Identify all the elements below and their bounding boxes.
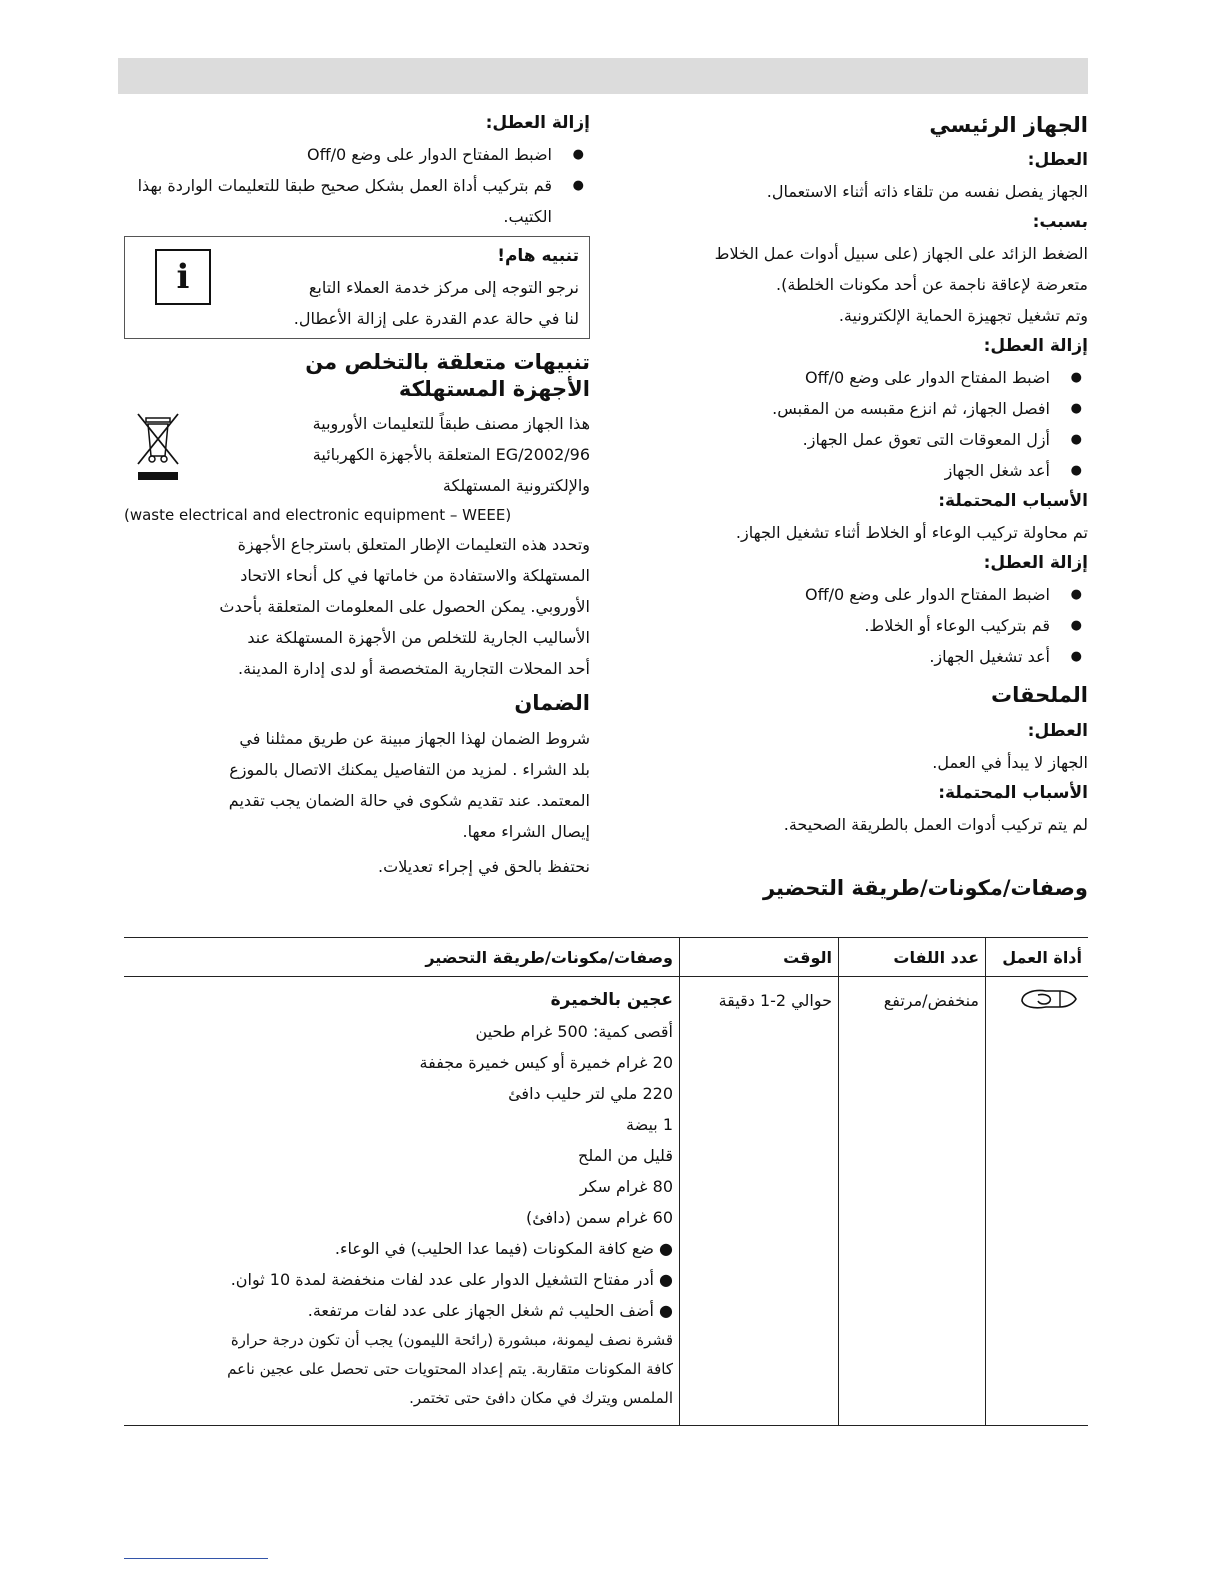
recipe-lines (130, 1016, 673, 1413)
weee-english-text: (waste electrical and electronic equipment – WEEE) (124, 505, 512, 524)
recipe-line: ● أدر مفتاح التشغيل الدوار على عدد لفات منخفضة لمدة 10 ثوان. (230, 1270, 673, 1289)
header-time: الوقت (680, 938, 839, 977)
list-item: ● قم بتركيب الوعاء أو الخلاط. (628, 610, 1088, 641)
notice-line: لنا في حالة عدم القدرة على إزالة الأعطال. (293, 309, 579, 328)
rights-text: نحتفظ بالحق في إجراء تعديلات. (378, 856, 590, 876)
fault-text: الجهاز لا يبدأ في العمل. (932, 752, 1088, 772)
possible-causes-text: تم محاولة تركيب الوعاء أو الخلاط أثناء تشغيل الجهاز. (735, 523, 1088, 543)
recipe-title: عجين بالخميرة (550, 990, 673, 1010)
possible-causes-text: لم يتم تركيب أدوات العمل بالطريقة الصحيحة. (783, 814, 1088, 834)
important-notice-box (124, 236, 590, 339)
fault-label: العطل: (1027, 150, 1088, 171)
recipe-line: ● ضع كافة المكونات (فيما عدا الحليب) في الوعاء. (334, 1239, 673, 1258)
warranty-line: بلد الشراء . لمزيد من التفاصيل يمكنك الاتصال بالموزع (229, 759, 590, 779)
footer-rule (124, 1558, 268, 1559)
fault-label: العطل: (1027, 720, 1088, 741)
disposal-line: والإلكترونية المستهلكة (442, 475, 590, 495)
recipe-note-line: قشرة نصف ليمونة، مبشورة (رائحة الليمون) يجب أن تكون درجة حرارة (230, 1331, 673, 1349)
left-column (124, 108, 590, 882)
disposal-body-line: أحد المحلات التجارية المتخصصة أو لدى إدارة المدينة. (237, 658, 590, 678)
warranty-title: الضمان (514, 690, 590, 715)
disposal-body-line: الأساليب الجارية للتخلص من الأجهزة المستهلكة عند (247, 627, 590, 647)
list-item: ● أزل المعوقات التى تعوق عمل الجهاز. (628, 424, 1088, 455)
recipe-line: 220 ملي لتر حليب دافئ (508, 1084, 673, 1103)
remedy-label: إزالة العطل: (983, 336, 1088, 357)
cause-line: الضغط الزائد على الجهاز (على سبيل أدوات عمل الخلاط (714, 244, 1088, 264)
recipe-line: 60 غرام سمن (دافئ) (525, 1208, 673, 1227)
disposal-body-line: وتحدد هذه التعليمات الإطار المتعلق باسترجاع الأجهزة (237, 534, 590, 554)
possible-causes-label: الأسباب المحتملة: (938, 782, 1088, 803)
disposal-body-line: المستهلكة والاستفادة من خاماتها في كل أنحاء الاتحاد (240, 565, 590, 585)
recipe-line: أقصى كمية: 500 غرام طحين (475, 1022, 673, 1041)
warranty-line: شروط الضمان لهذا الجهاز مبينة عن طريق ممثلنا في (239, 728, 590, 748)
disposal-title: الأجهزة المستهلكة (398, 377, 590, 402)
weee-block (124, 408, 590, 501)
header-tool: أداة العمل (986, 938, 1089, 977)
speed-cell: منخفض/مرتفع (839, 977, 986, 1426)
page-header-bar (118, 58, 1088, 94)
recipe-table (124, 937, 1088, 1426)
cause-line: وتم تشغيل تجهيزة الحماية الإلكترونية. (838, 306, 1088, 326)
recipe-line: قليل من الملح (577, 1146, 673, 1165)
cause-line: متعرضة لإعاقة ناجمة عن أحد مكونات الخلطة). (776, 275, 1088, 295)
recipe-note-line: كافة المكونات متقاربة. يتم إعداد المحتويات حتى تحصل على عجين ناعم (227, 1360, 673, 1378)
remedy-list (628, 362, 1088, 486)
crossed-bin-icon (136, 412, 180, 482)
remedy-list (124, 139, 590, 232)
kneading-hook-icon (1016, 985, 1082, 1013)
list-item: ● قم بتركيب أداة العمل بشكل صحيح طبقا للتعليمات الواردة بهذا الكتيب. (124, 170, 590, 232)
cause-label: بسبب: (1032, 212, 1088, 233)
time-cell: حوالي 2-1 دقيقة (680, 977, 839, 1426)
list-item: ● افصل الجهاز، ثم انزع مقبسه من المقبس. (628, 393, 1088, 424)
list-item: ● اضبط المفتاح الدوار على وضع Off/0 (628, 579, 1088, 610)
recipe-line: 20 غرام خميرة أو كيس خميرة مجففة (419, 1053, 673, 1072)
notice-line: نرجو التوجه إلى مركز خدمة العملاء التابع (308, 278, 579, 297)
table-row (124, 977, 1088, 1426)
recipe-line: 1 بيضة (625, 1115, 673, 1134)
header-speed: عدد اللفات (839, 938, 986, 977)
accessories-title: الملحقات (991, 683, 1088, 708)
list-item: ● اضبط المفتاح الدوار على وضع Off/0 (628, 362, 1088, 393)
tool-cell (986, 977, 1089, 1426)
right-column (628, 108, 1088, 840)
disposal-title: تنبيهات متعلقة بالتخلص من (305, 350, 590, 374)
remedy-list (628, 579, 1088, 672)
fault-text: الجهاز يفصل نفسه من تلقاء ذاته أثناء الاستعمال. (766, 182, 1088, 202)
recipe-line: 80 غرام سكر (579, 1177, 673, 1196)
disposal-line: هذا الجهاز مصنف طبقاً للتعليمات الأوروبية (312, 413, 590, 433)
list-item: ● أعد شغل الجهاز (628, 455, 1088, 486)
possible-causes-label: الأسباب المحتملة: (938, 491, 1088, 512)
list-item: ● أعد تشغيل الجهاز. (628, 641, 1088, 672)
list-item: ● اضبط المفتاح الدوار على وضع Off/0 (124, 139, 590, 170)
warranty-line: المعتمد. عند تقديم شكوى في حالة الضمان يجب تقديم (228, 790, 590, 810)
header-recipe: وصفات/مكونات/طريقة التحضير (124, 938, 680, 977)
table-header-row (124, 938, 1088, 977)
recipe-note-line: الملمس ويترك في مكان دافئ حتى تختمر. (409, 1389, 673, 1407)
remedy-label: إزالة العطل: (485, 113, 590, 133)
notice-title: تنبيه هام! (497, 246, 579, 266)
disposal-line: 2002/96/EG المتعلقة بالأجهزة الكهربائية (312, 444, 590, 464)
recipe-cell (124, 977, 680, 1426)
warranty-line: إيصال الشراء معها. (462, 821, 590, 841)
recipes-section-title: وصفات/مكونات/طريقة التحضير (762, 876, 1088, 900)
remedy-label: إزالة العطل: (983, 553, 1088, 574)
info-icon: i (155, 249, 211, 305)
recipe-line: ● أضف الحليب ثم شغل الجهاز على عدد لفات مرتفعة. (307, 1301, 673, 1320)
main-unit-title: الجهاز الرئيسي (929, 113, 1088, 137)
disposal-body-line: الأوروبي. يمكن الحصول على المعلومات المتعلقة بأحدث (219, 596, 590, 616)
